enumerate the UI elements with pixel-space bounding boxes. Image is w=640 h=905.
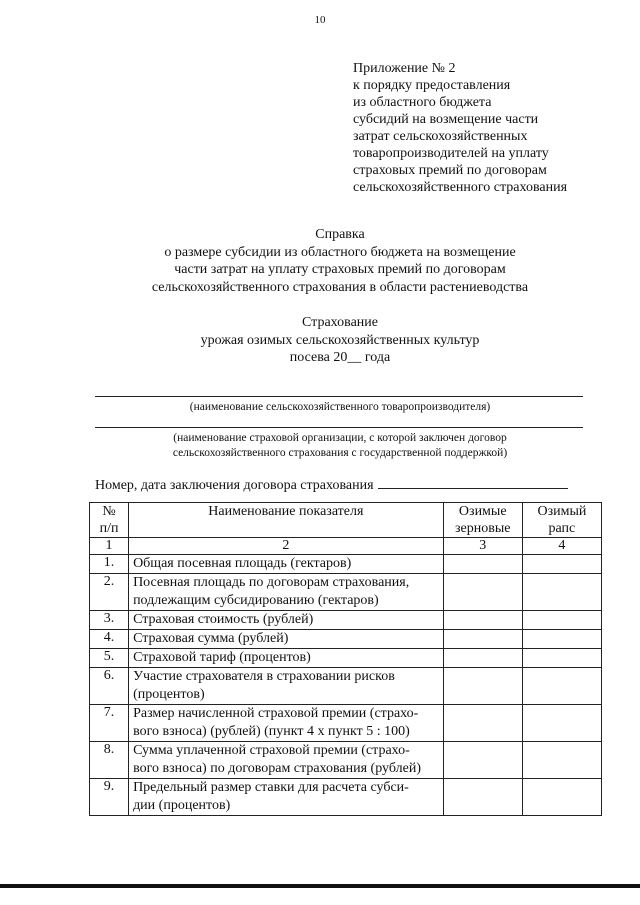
cell-winter-rapeseed[interactable] — [522, 742, 601, 779]
header-col4-line: Озимый — [537, 504, 587, 519]
insurer-caption — [80, 431, 600, 461]
row-number: 7. — [90, 705, 129, 742]
title-line: сельскохозяйственного страхования в области растениеводства — [151, 279, 529, 295]
row-number: 9. — [90, 779, 129, 816]
indicator-name — [129, 574, 444, 611]
row-number: 6. — [90, 668, 129, 705]
appendix-line: из областного бюджета — [353, 95, 492, 110]
column-number: 4 — [522, 538, 601, 555]
contract-row — [95, 476, 568, 494]
header-num-line: № — [102, 504, 116, 519]
cell-winter-rapeseed[interactable] — [522, 630, 601, 649]
column-number: 1 — [90, 538, 129, 555]
insurer-caption-line: сельскохозяйственного страхования с государственной поддержкой) — [172, 447, 508, 459]
appendix-header — [353, 60, 567, 196]
subtitle-line: Страхование — [302, 315, 378, 330]
contract-fill-line — [378, 476, 568, 489]
table-header-row — [90, 503, 602, 538]
title-line: Справка — [315, 227, 365, 242]
table-row — [90, 668, 602, 705]
cell-winter-rapeseed[interactable] — [522, 705, 601, 742]
indicator-name — [129, 668, 444, 705]
indicator-name-line: Общая посевная площадь (гектаров) — [133, 556, 352, 571]
cell-winter-rapeseed[interactable] — [522, 555, 601, 574]
appendix-line: сельскохозяйственного страхования — [353, 180, 568, 195]
appendix-line: Приложение № 2 — [353, 61, 456, 76]
column-number-row — [90, 538, 602, 555]
table-row — [90, 574, 602, 611]
header-col3-line: зерновые — [455, 521, 511, 536]
insurer-caption-line: (наименование страховой организации, с которой заключен договор — [173, 432, 507, 444]
appendix-line: товаропроизводителей на уплату — [353, 146, 549, 161]
header-col4 — [522, 503, 601, 538]
cell-winter-rapeseed[interactable] — [522, 668, 601, 705]
indicator-name-line: Страховая стоимость (рублей) — [133, 612, 314, 627]
indicator-name — [129, 630, 444, 649]
cell-winter-rapeseed[interactable] — [522, 779, 601, 816]
header-col3 — [443, 503, 522, 538]
indicator-name-line: (процентов) — [133, 687, 205, 702]
indicator-name-line: вого взноса) (рублей) (пункт 4 х пункт 5 : 100) — [133, 724, 410, 739]
cell-winter-grain[interactable] — [443, 611, 522, 630]
indicator-name — [129, 742, 444, 779]
table-row — [90, 611, 602, 630]
row-number: 5. — [90, 649, 129, 668]
cell-winter-grain[interactable] — [443, 630, 522, 649]
appendix-line: страховых премий по договорам — [353, 163, 547, 178]
subtitle-line: посева 20__ года — [289, 350, 391, 365]
indicator-name-line: вого взноса) по договорам страхования (рублей) — [133, 761, 421, 776]
subtitle-line: урожая озимых сельскохозяйственных культур — [200, 332, 480, 348]
producer-caption: (наименование сельскохозяйственного товаропроизводителя) — [189, 401, 491, 413]
appendix-line: субсидий на возмещение части — [353, 112, 539, 127]
indicator-name-line: Размер начисленной страховой премии (страхо- — [133, 706, 419, 721]
indicator-name-line: Участие страхователя в страховании рисков — [133, 669, 395, 684]
header-col3-line: Озимые — [458, 504, 507, 519]
document-title — [0, 226, 640, 296]
contract-label: Номер, дата заключения договора страхования — [95, 478, 374, 493]
row-number: 1. — [90, 555, 129, 574]
cell-winter-grain[interactable] — [443, 779, 522, 816]
indicator-name — [129, 555, 444, 574]
cell-winter-rapeseed[interactable] — [522, 611, 601, 630]
row-number: 8. — [90, 742, 129, 779]
table-row — [90, 742, 602, 779]
cell-winter-grain[interactable] — [443, 555, 522, 574]
indicator-name — [129, 611, 444, 630]
cell-winter-grain[interactable] — [443, 574, 522, 611]
column-number: 2 — [129, 538, 444, 555]
title-line: о размере субсидии из областного бюджета на возмещение — [164, 244, 516, 260]
producer-fill-line — [95, 396, 583, 397]
indicator-name — [129, 779, 444, 816]
table-row — [90, 630, 602, 649]
cell-winter-grain[interactable] — [443, 649, 522, 668]
table-body — [90, 555, 602, 816]
document-subtitle — [0, 314, 640, 367]
header-col4-line: рапс — [548, 521, 576, 536]
page-number: 10 — [314, 14, 326, 26]
cell-winter-rapeseed[interactable] — [522, 649, 601, 668]
bottom-rule — [0, 884, 640, 888]
table-row — [90, 555, 602, 574]
row-number: 4. — [90, 630, 129, 649]
indicator-name-line: дии (процентов) — [133, 798, 231, 813]
indicator-name-line: Сумма уплаченной страховой премии (страхо- — [133, 743, 410, 758]
appendix-line: к порядку предоставления — [353, 78, 511, 93]
row-number: 2. — [90, 574, 129, 611]
cell-winter-grain[interactable] — [443, 742, 522, 779]
cell-winter-grain[interactable] — [443, 668, 522, 705]
header-num — [90, 503, 129, 538]
header-name: Наименование показателя — [129, 503, 444, 538]
indicator-name-line: Страховой тариф (процентов) — [133, 650, 311, 665]
indicator-name-line: Страховая сумма (рублей) — [133, 631, 289, 646]
row-number: 3. — [90, 611, 129, 630]
indicators-table — [89, 502, 602, 816]
cell-winter-grain[interactable] — [443, 705, 522, 742]
indicator-name-line: Посевная площадь по договорам страхования, — [133, 575, 410, 590]
appendix-line: затрат сельскохозяйственных — [353, 129, 528, 144]
table-row — [90, 779, 602, 816]
indicator-name — [129, 649, 444, 668]
insurer-fill-line — [95, 427, 583, 428]
indicator-name — [129, 705, 444, 742]
title-line: части затрат на уплату страховых премий по договорам — [174, 262, 506, 277]
indicator-name-line: подлежащим субсидированию (гектаров) — [133, 593, 379, 608]
column-number: 3 — [443, 538, 522, 555]
indicator-name-line: Предельный размер ставки для расчета субси- — [133, 780, 409, 795]
header-num-line: п/п — [99, 521, 119, 536]
cell-winter-rapeseed[interactable] — [522, 574, 601, 611]
table-row — [90, 649, 602, 668]
table-row — [90, 705, 602, 742]
